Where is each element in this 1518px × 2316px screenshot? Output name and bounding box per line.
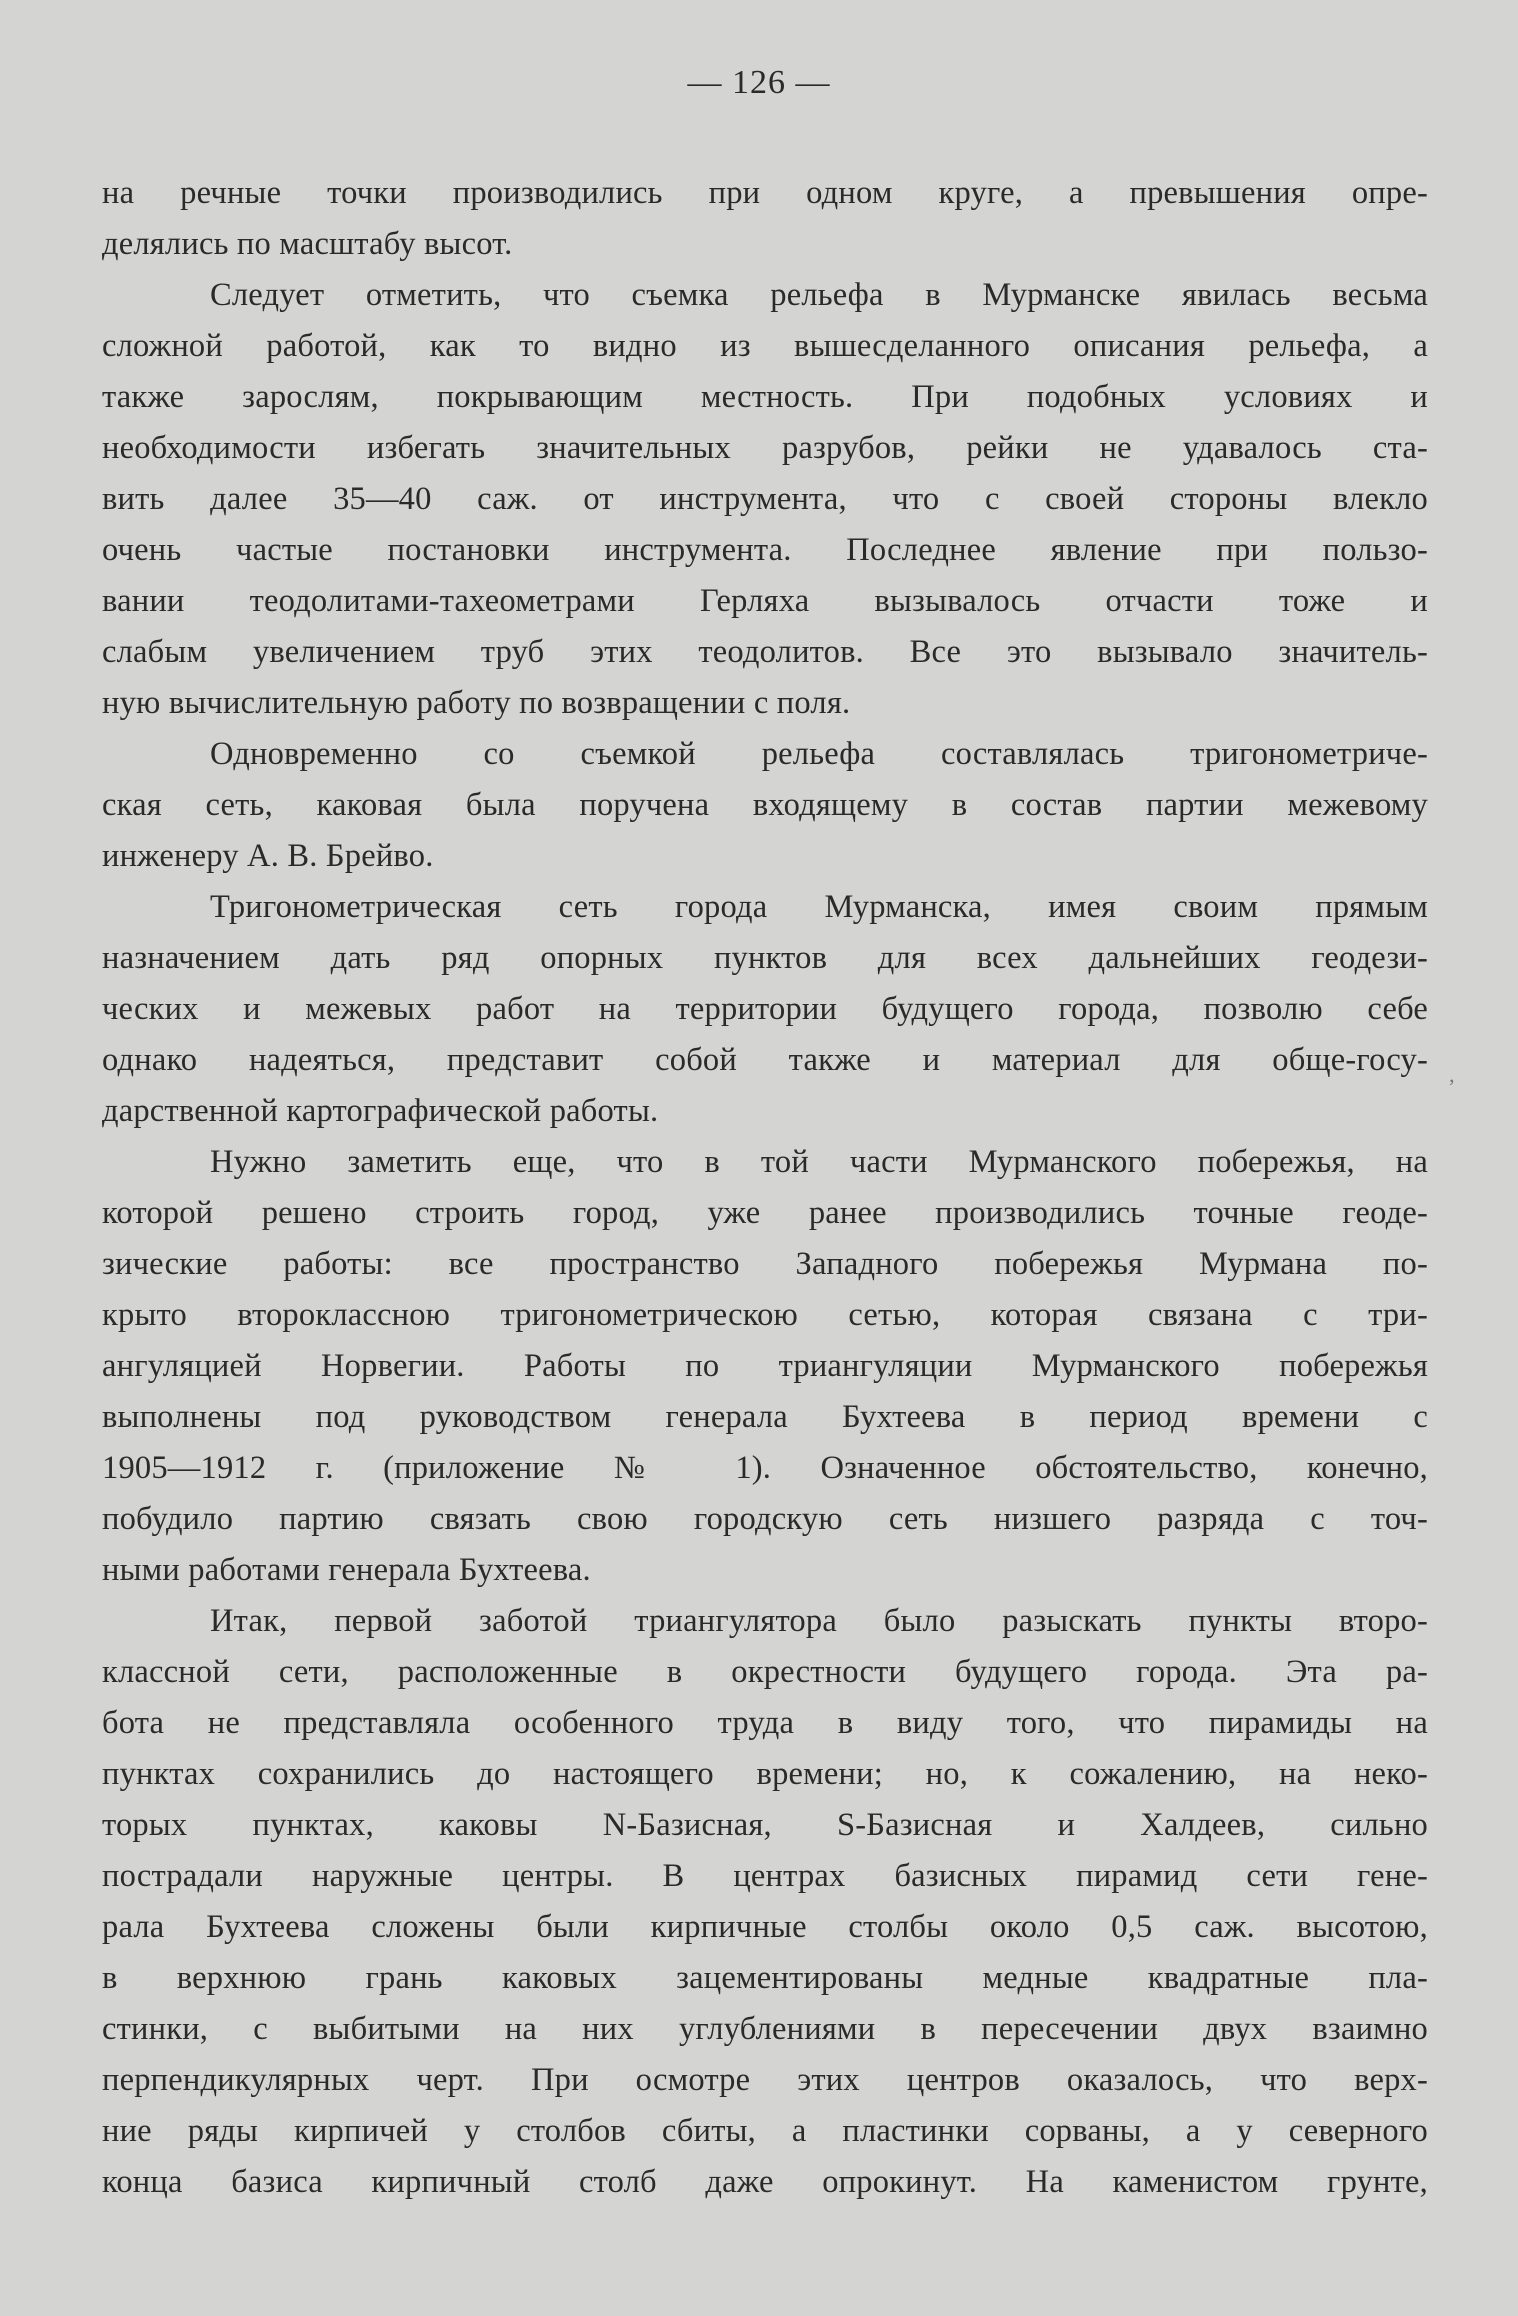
- text-line: торых пунктах, каковы N-Базисная, S-Базисная и Халдеев, сильно: [102, 1807, 1428, 1843]
- text-line: назначением дать ряд опорных пунктов для всех дальнейших геодези-: [102, 940, 1428, 976]
- text-line: побудило партию связать свою городскую сеть низшего разряда с точ-: [102, 1501, 1428, 1537]
- text-line: сложной работой, как то видно из вышесделанного описания рельефа, а: [102, 328, 1428, 364]
- page-number: — 126 —: [687, 64, 831, 101]
- text-line: ную вычислительную работу по возвращении с поля.: [102, 685, 851, 721]
- margin-mark: ‚: [1448, 1062, 1456, 1087]
- text-line: Тригонометрическая сеть города Мурманска, имея своим прямым: [210, 889, 1428, 925]
- text-line: конца базиса кирпичный столб даже опрокинут. На каменистом грунте,: [102, 2164, 1428, 2200]
- text-line: необходимости избегать значительных разрубов, рейки не удавалось ста-: [102, 430, 1428, 466]
- text-line: пунктах сохранились до настоящего времени; но, к сожалению, на неко-: [102, 1756, 1428, 1792]
- text-line: пострадали наружные центры. В центрах базисных пирамид сети гене-: [102, 1858, 1428, 1894]
- text-line: вании теодолитами-тахеометрами Герляха вызывалось отчасти тоже и: [102, 583, 1428, 619]
- text-line: делялись по масштабу высот.: [102, 226, 513, 262]
- text-line: слабым увеличением труб этих теодолитов. Все это вызывало значитель-: [102, 634, 1428, 670]
- text-line: ние ряды кирпичей у столбов сбиты, а пластинки сорваны, а у северного: [102, 2113, 1428, 2149]
- text-line: инженеру А. В. Брейво.: [102, 838, 434, 874]
- text-line: стинки, с выбитыми на них углублениями в пересечении двух взаимно: [102, 2011, 1428, 2047]
- text-line: классной сети, расположенные в окрестности будущего города. Эта ра-: [102, 1654, 1428, 1690]
- text-line: ными работами генерала Бухтеева.: [102, 1552, 591, 1588]
- text-line: Итак, первой заботой триангулятора было разыскать пункты второ-: [210, 1603, 1428, 1639]
- text-line: очень частые постановки инструмента. Последнее явление при пользо-: [102, 532, 1428, 568]
- text-line: которой решено строить город, уже ранее производились точные геоде-: [102, 1195, 1428, 1231]
- text-line: в верхнюю грань каковых зацементированы медные квадратные пла-: [102, 1960, 1428, 1996]
- text-line: Следует отметить, что съемка рельефа в Мурманске явилась весьма: [210, 277, 1428, 313]
- text-line: дарственной картографической работы.: [102, 1093, 659, 1129]
- text-line: ская сеть, каковая была поручена входящему в состав партии межевому: [102, 787, 1428, 823]
- text-line: ческих и межевых работ на территории будущего города, позволю себе: [102, 991, 1428, 1027]
- text-line: Одновременно со съемкой рельефа составлялась тригонометриче-: [210, 736, 1428, 772]
- text-line: выполнены под руководством генерала Бухтеева в период времени с: [102, 1399, 1428, 1435]
- text-line: вить далее 35—40 саж. от инструмента, что с своей стороны влекло: [102, 481, 1428, 517]
- text-line: зические работы: все пространство Западного побережья Мурмана по-: [102, 1246, 1428, 1282]
- text-body: [102, 168, 1428, 2208]
- text-line: на речные точки производились при одном круге, а превышения опре-: [102, 175, 1428, 211]
- text-line: 1905—1912 г. (приложение № 1). Означенное обстоятельство, конечно,: [102, 1450, 1428, 1486]
- text-line: однако надеяться, представит собой также и материал для обще-госу-: [102, 1042, 1428, 1078]
- text-line: бота не представляла особенного труда в виду того, что пирамиды на: [102, 1705, 1428, 1741]
- text-line: перпендикулярных черт. При осмотре этих центров оказалось, что верх-: [102, 2062, 1428, 2098]
- text-line: также зарослям, покрывающим местность. При подобных условиях и: [102, 379, 1428, 415]
- text-line: Нужно заметить еще, что в той части Мурманского побережья, на: [210, 1144, 1428, 1180]
- text-line: крыто второклассною тригонометрическою сетью, которая связана с три-: [102, 1297, 1428, 1333]
- text-line: рала Бухтеева сложены были кирпичные столбы около 0,5 саж. высотою,: [102, 1909, 1428, 1945]
- text-line: ангуляцией Норвегии. Работы по триангуляции Мурманского побережья: [102, 1348, 1428, 1384]
